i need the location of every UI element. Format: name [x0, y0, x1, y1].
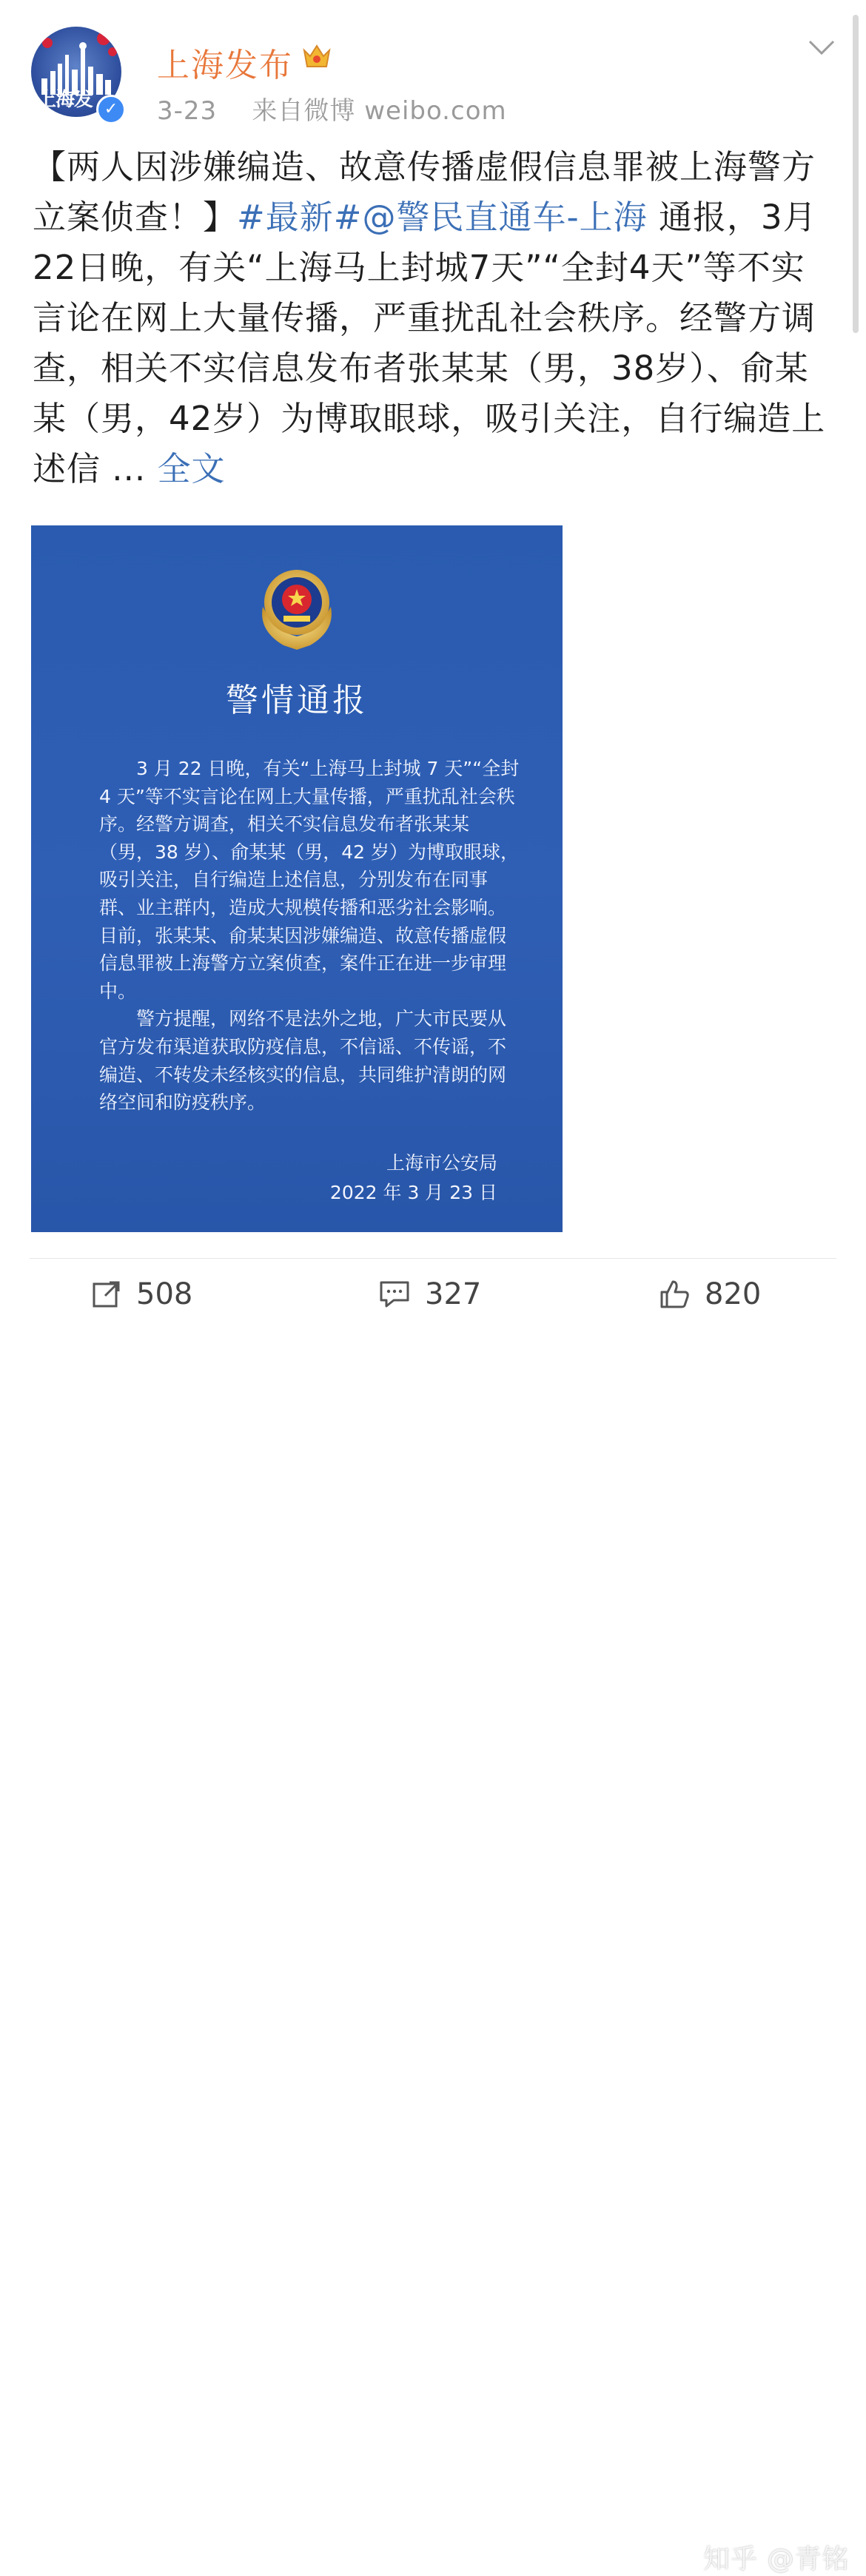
post-header: [0, 0, 866, 133]
like-icon: [657, 1277, 691, 1311]
repost-button[interactable]: [90, 1277, 192, 1311]
avatar-label: 上海发: [37, 89, 93, 111]
read-more-link[interactable]: 全文: [157, 449, 226, 488]
post-body: [33, 142, 832, 494]
police-notice-image[interactable]: [31, 525, 563, 1232]
police-emblem-icon: [251, 562, 343, 654]
topic-link[interactable]: #最新#: [237, 198, 363, 237]
notice-paragraph: 3 月 22 日晚，有关“上海马上封城 7 天”“全封 4 天”等不实言论在网上大量传播，严重扰乱社会秩序。经警方调查，相关不实信息发布者张某某（男，38 岁）、俞某某（男，42 岁）为博取眼球，吸引关注，自行编造上述信息，分别发布在同事群、业主群内，造成大规模传播和恶劣社会影响。目前，张某某、俞某某因涉嫌编造、故意传播虚假信息罪被上海警方立案侦查，案件正在进一步审理中。: [99, 758, 520, 1002]
account-name[interactable]: 上海发布: [157, 47, 293, 84]
post-date: 3-23: [157, 96, 218, 126]
scrollbar[interactable]: [853, 15, 859, 333]
post-title: 【两人因涉嫌编造、故意传播虚假信息罪被上海警方立案侦查！】: [33, 147, 816, 237]
mention-link[interactable]: @警民直通车-上海: [362, 198, 648, 237]
action-bar: [0, 1264, 866, 2575]
notice-paragraph: 警方提醒，网络不是法外之地，广大市民要从官方发布渠道获取防疫信息，不信谣、不传谣，不编造、不转发未经核实的信息，共同维护清朗的网络空间和防疫秩序。: [99, 1008, 507, 1114]
notice-title: 警情通报: [226, 682, 368, 719]
chevron-down-icon[interactable]: [807, 38, 836, 56]
repost-icon: [90, 1278, 123, 1311]
like-button[interactable]: [657, 1277, 761, 1311]
post-text: 通报，3月22日晚，有关“上海马上封城7天”“全封4天”等不实言论在网上大量传播，严重扰乱社会秩序。经警方调查，相关不实信息发布者张某某（男，38岁）、俞某某（男，42岁）为博取眼球，吸引关注，自行编造上述信 ...: [33, 198, 826, 488]
watermark: 知乎 @青铭: [703, 2544, 850, 2575]
comment-icon: [377, 1278, 412, 1311]
post-source: 来自微博 weibo.com: [252, 96, 507, 126]
divider: [30, 1258, 836, 1259]
notice-issuer: 上海市公安局: [386, 1152, 497, 1174]
notice-date: 2022 年 3 月 23 日: [329, 1182, 497, 1203]
comment-button[interactable]: [377, 1277, 481, 1311]
comment-count: 327: [425, 1277, 482, 1311]
crown-icon: [302, 43, 332, 70]
notice-body: [99, 755, 521, 1117]
like-count: 820: [705, 1277, 762, 1311]
post-meta: [157, 90, 507, 127]
verified-icon: ✓: [96, 95, 126, 124]
repost-count: 508: [136, 1277, 193, 1311]
